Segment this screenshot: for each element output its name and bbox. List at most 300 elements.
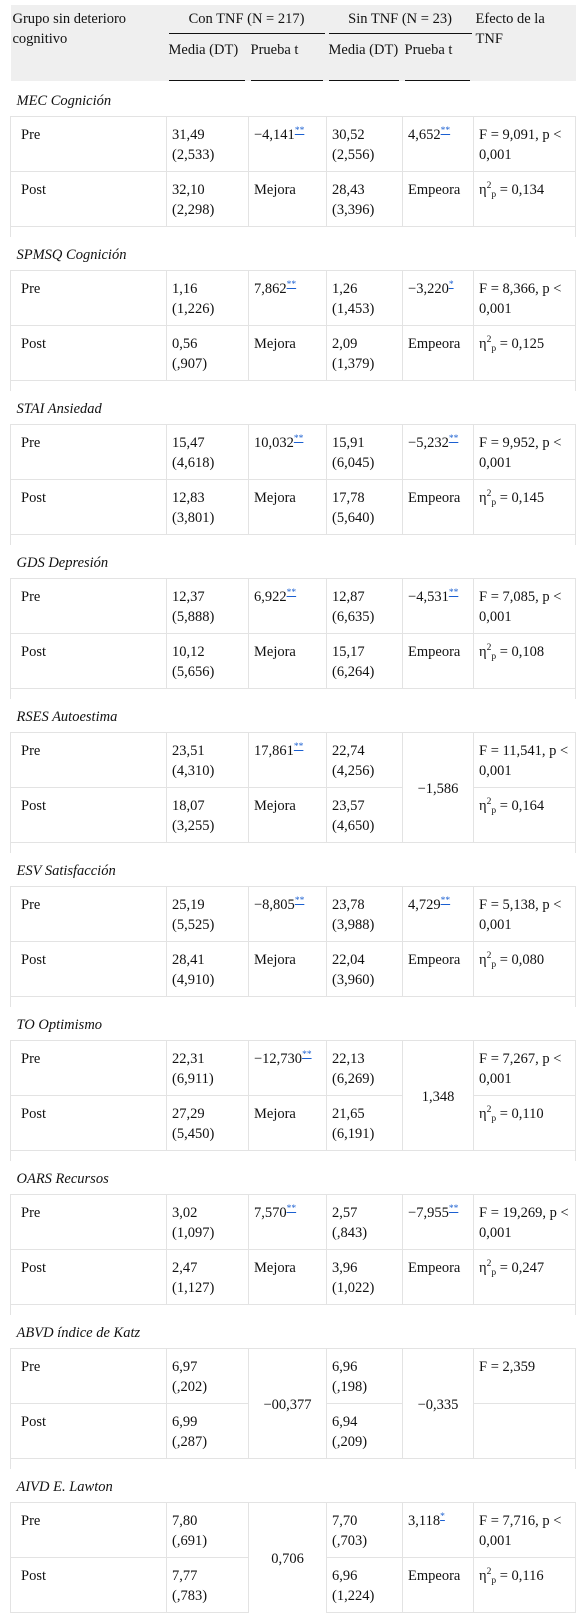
section-spacer [11,535,576,546]
sin-cell [327,1096,403,1151]
sin-t-value: 4,729 [408,897,441,913]
sin-media: 28,43 [332,182,365,198]
sin-t-value: Empeora [408,644,461,660]
sin-cell [327,1041,403,1096]
efecto-cell [474,425,576,480]
spacer-cell [11,227,576,238]
efecto-cell [474,887,576,942]
eta-value: = 0,134 [496,182,545,198]
sin-t-merged: −0,335 [403,1349,474,1459]
sin-dt: (4,256) [332,763,375,779]
sin-t-value: Empeora [408,336,461,352]
significance-marker: ** [286,588,297,598]
sin-cell [327,425,403,480]
sin-dt: (,209) [332,1434,368,1450]
section-row [11,1161,576,1195]
efecto-header: Efecto de la TNF [474,5,576,81]
efecto-cell [474,1404,576,1459]
eta-exponent: 2 [486,1105,492,1115]
f-statistic: F = 9,091, p < 0,001 [479,127,562,163]
sin-media: 22,04 [332,952,365,968]
table-row [11,733,576,788]
row-label: Pre [11,271,167,326]
significance-marker: * [440,1512,445,1522]
con-media: 7,80 [172,1513,198,1529]
efecto-cell [474,117,576,172]
sin-t-cell [403,117,474,172]
section-title: SPMSQ Cognición [16,247,127,263]
sin-t-merged: 1,348 [403,1041,474,1151]
sin-cell [327,1349,403,1404]
con-t-cell [249,942,327,997]
sin-dt: (5,640) [332,510,375,526]
eta-squared [479,336,544,352]
sin-t-cell [403,1195,474,1250]
eta-value: = 0,110 [496,1106,544,1122]
sin-media: 2,09 [332,336,358,352]
con-t-value: Mejora [254,336,296,352]
sin-t-cell [403,942,474,997]
con-t-value: Mejora [254,952,296,968]
table-row [11,942,576,997]
f-statistic: F = 2,359 [479,1359,536,1375]
sin-cell [327,1503,403,1558]
table-row [11,887,576,942]
sin-dt: (6,269) [332,1071,375,1087]
con-dt: (1,226) [172,301,215,317]
f-statistic: F = 19,269, p < 0,001 [479,1205,569,1241]
efecto-cell [474,733,576,788]
con-t-value: 6,922 [254,589,287,605]
sin-tnf-header [327,5,474,34]
significance-marker: ** [293,434,304,444]
con-cell [167,271,249,326]
section-spacer [11,1305,576,1316]
spacer-cell [11,997,576,1008]
section-title: GDS Depresión [16,555,109,571]
table-row [11,172,576,227]
con-dt: (4,310) [172,763,215,779]
sin-t-header-label: Prueba t [405,40,470,81]
sin-media: 21,65 [332,1106,365,1122]
section-row [11,1315,576,1349]
eta-squared [479,1568,544,1584]
con-t-value: 7,862 [254,281,287,297]
eta-exponent: 2 [486,181,492,191]
f-statistic: F = 11,541, p < 0,001 [479,743,569,779]
con-t-value: 10,032 [254,435,294,451]
eta-exponent: 2 [486,1567,492,1577]
sin-media: 17,78 [332,490,365,506]
sin-cell [327,1250,403,1305]
section-title: RSES Autoestima [16,709,118,725]
eta-exponent: 2 [486,643,492,653]
table-row [11,117,576,172]
significance-marker: ** [302,1050,312,1060]
section-row [11,81,576,117]
con-dt: (4,910) [172,972,215,988]
con-t-value: Mejora [254,1106,296,1122]
con-media: 10,12 [172,644,205,660]
sin-media: 12,87 [332,589,365,605]
con-t-cell [249,887,327,942]
con-dt: (5,450) [172,1126,215,1142]
section-spacer [11,1459,576,1470]
sin-media: 22,74 [332,743,365,759]
con-t-cell [249,326,327,381]
efecto-cell [474,172,576,227]
f-statistic: F = 8,366, p < 0,001 [479,281,562,317]
con-t-value: Mejora [254,644,296,660]
eta-subscript: p [491,960,497,970]
eta-exponent: 2 [486,335,492,345]
sin-dt: (,843) [332,1225,368,1241]
table-row [11,634,576,689]
con-media: 0,56 [172,336,198,352]
eta-symbol: η [479,490,487,506]
con-t-merged: −00,377 [249,1349,327,1459]
eta-value: = 0,145 [496,490,545,506]
section-row [11,391,576,425]
con-dt: (3,801) [172,510,215,526]
table-row [11,326,576,381]
row-label: Post [11,634,167,689]
eta-subscript: p [491,190,497,200]
con-cell [167,1558,249,1613]
con-t-cell [249,788,327,843]
con-dt: (5,525) [172,917,215,933]
con-t-cell [249,579,327,634]
significance-marker: ** [448,434,459,444]
sin-cell [327,579,403,634]
sin-cell [327,788,403,843]
section-row [11,1469,576,1503]
eta-squared [479,1106,544,1122]
sin-cell [327,887,403,942]
con-cell [167,1503,249,1558]
eta-squared [479,490,544,506]
row-label: Pre [11,117,167,172]
con-t-cell [249,1041,327,1096]
con-media: 15,47 [172,435,205,451]
sin-t-cell [403,480,474,535]
con-dt: (5,656) [172,664,215,680]
efecto-cell [474,271,576,326]
section-row [11,237,576,271]
con-dt: (1,097) [172,1225,215,1241]
table-row [11,1041,576,1096]
con-t-value: −4,141 [254,127,295,143]
row-label: Post [11,1558,167,1613]
sin-t-header [403,34,474,81]
sin-dt: (3,988) [332,917,375,933]
section-spacer [11,843,576,854]
significance-marker: ** [440,896,451,906]
sin-t-cell [403,326,474,381]
eta-symbol: η [479,1106,487,1122]
con-cell [167,1195,249,1250]
eta-subscript: p [491,652,497,662]
sin-media: 3,96 [332,1260,358,1276]
con-t-value: 17,861 [254,743,294,759]
con-dt: (,783) [172,1588,208,1604]
con-dt: (,691) [172,1533,208,1549]
sin-t-cell [403,634,474,689]
eta-value: = 0,116 [496,1568,544,1584]
con-media: 23,51 [172,743,205,759]
eta-symbol: η [479,336,487,352]
con-cell [167,579,249,634]
eta-subscript: p [491,498,497,508]
eta-value: = 0,247 [496,1260,545,1276]
section-spacer [11,381,576,392]
con-t-cell [249,1096,327,1151]
table-row [11,425,576,480]
con-t-merged: 0,706 [249,1503,327,1613]
efecto-cell [474,1250,576,1305]
row-label: Pre [11,425,167,480]
sin-t-cell [403,887,474,942]
row-label: Post [11,326,167,381]
row-label: Post [11,1096,167,1151]
efecto-cell [474,788,576,843]
efecto-cell [474,1096,576,1151]
eta-squared [479,952,544,968]
con-cell [167,1250,249,1305]
row-label: Pre [11,1041,167,1096]
row-label: Post [11,172,167,227]
con-tnf-header [167,5,327,34]
sin-dt: (2,556) [332,147,375,163]
row-label: Pre [11,1503,167,1558]
sin-cell [327,733,403,788]
con-media: 18,07 [172,798,205,814]
spacer-cell [11,535,576,546]
con-cell [167,942,249,997]
sin-media: 22,13 [332,1051,365,1067]
eta-squared [479,1260,544,1276]
con-t-value: Mejora [254,798,296,814]
con-t-cell [249,1250,327,1305]
eta-symbol: η [479,644,487,660]
con-t-value: Mejora [254,182,296,198]
sin-t-merged: −1,586 [403,733,474,843]
con-media: 3,02 [172,1205,198,1221]
con-media: 27,29 [172,1106,205,1122]
con-dt: (3,255) [172,818,215,834]
row-label: Post [11,480,167,535]
row-label: Pre [11,579,167,634]
sin-dt: (1,022) [332,1280,375,1296]
con-t-value: 7,570 [254,1205,287,1221]
sin-dt: (3,396) [332,202,375,218]
sin-media: 15,17 [332,644,365,660]
sin-dt: (4,650) [332,818,375,834]
sin-t-cell [403,425,474,480]
sin-dt: (,703) [332,1533,368,1549]
eta-value: = 0,164 [496,798,545,814]
sin-t-cell [403,1250,474,1305]
significance-marker: ** [286,1204,297,1214]
row-label: Post [11,1250,167,1305]
con-dt: (1,127) [172,1280,215,1296]
table-row [11,271,576,326]
significance-marker: ** [448,588,459,598]
section-spacer [11,997,576,1008]
con-t-value: Mejora [254,490,296,506]
con-media-header-label: Media (DT) [169,40,245,81]
efecto-cell [474,480,576,535]
table-header [11,5,576,81]
sin-t-cell [403,579,474,634]
con-media: 7,77 [172,1568,198,1584]
section-title: STAI Ansiedad [16,401,102,417]
spacer-cell [11,381,576,392]
table-row [11,1503,576,1558]
con-cell [167,1404,249,1459]
con-media: 28,41 [172,952,205,968]
significance-marker: ** [440,126,451,136]
eta-symbol: η [479,1260,487,1276]
con-t-cell [249,425,327,480]
efecto-cell [474,942,576,997]
con-t-cell [249,117,327,172]
eta-exponent: 2 [486,1259,492,1269]
section-title: OARS Recursos [16,1171,109,1187]
sin-media: 23,57 [332,798,365,814]
spacer-cell [11,1459,576,1470]
sin-cell [327,1195,403,1250]
con-media: 25,19 [172,897,205,913]
con-cell [167,634,249,689]
sin-media: 23,78 [332,897,365,913]
sin-t-value: 4,652 [408,127,441,143]
sin-tnf-header-label: Sin TNF (N = 23) [329,9,472,34]
sin-media: 7,70 [332,1513,358,1529]
con-cell [167,887,249,942]
con-cell [167,480,249,535]
sin-dt: (,198) [332,1379,368,1395]
section-spacer [11,1151,576,1162]
efecto-cell [474,326,576,381]
table-row [11,1096,576,1151]
sin-t-value: −4,531 [408,589,449,605]
sin-media: 2,57 [332,1205,358,1221]
eta-exponent: 2 [486,797,492,807]
con-cell [167,1041,249,1096]
spacer-cell [11,689,576,700]
sin-media: 15,91 [332,435,365,451]
sin-t-value: Empeora [408,1568,461,1584]
con-t-cell [249,733,327,788]
sin-dt: (1,224) [332,1588,375,1604]
table-body [11,81,576,1613]
sin-t-value: −5,232 [408,435,449,451]
con-t-cell [249,271,327,326]
sin-dt: (6,191) [332,1126,375,1142]
con-dt: (,202) [172,1379,208,1395]
sin-cell [327,326,403,381]
significance-marker: ** [293,742,304,752]
sin-cell [327,942,403,997]
f-statistic: F = 9,952, p < 0,001 [479,435,562,471]
spacer-cell [11,1305,576,1316]
con-media: 22,31 [172,1051,205,1067]
sin-dt: (6,264) [332,664,375,680]
eta-value: = 0,080 [496,952,545,968]
sin-media: 6,96 [332,1568,358,1584]
sin-media: 30,52 [332,127,365,143]
con-media: 1,16 [172,281,198,297]
sin-t-cell [403,271,474,326]
sin-cell [327,634,403,689]
eta-squared [479,182,544,198]
con-t-cell [249,634,327,689]
sin-cell [327,271,403,326]
efecto-cell [474,579,576,634]
significance-marker: ** [294,126,305,136]
con-cell [167,326,249,381]
con-cell [167,172,249,227]
con-t-cell [249,1195,327,1250]
sin-cell [327,172,403,227]
row-label: Pre [11,1349,167,1404]
efecto-cell [474,1349,576,1404]
con-dt: (4,618) [172,455,215,471]
row-label: Pre [11,1195,167,1250]
section-title: ESV Satisfacción [16,863,116,879]
efecto-cell [474,634,576,689]
significance-marker: ** [448,1204,459,1214]
con-dt: (5,888) [172,609,215,625]
sin-dt: (6,045) [332,455,375,471]
con-dt: (2,533) [172,147,215,163]
row-label: Post [11,788,167,843]
sin-media-header [327,34,403,81]
con-media-header [167,34,249,81]
con-dt: (6,911) [172,1071,214,1087]
sin-media: 6,94 [332,1414,358,1430]
con-t-value: −12,730 [254,1051,303,1067]
eta-subscript: p [491,1114,497,1124]
con-cell [167,1349,249,1404]
row-label: Pre [11,733,167,788]
sin-t-cell [403,1558,474,1613]
section-title: TO Optimismo [16,1017,103,1033]
section-spacer [11,689,576,700]
section-row [11,545,576,579]
results-table [10,5,576,1613]
significance-marker: * [448,280,454,290]
con-t-header-label: Prueba t [251,40,323,81]
sin-media: 1,26 [332,281,358,297]
eta-value: = 0,108 [496,644,545,660]
con-t-cell [249,480,327,535]
eta-subscript: p [491,344,497,354]
eta-subscript: p [491,1576,497,1586]
con-t-header [249,34,327,81]
sin-t-value: −3,220 [408,281,449,297]
eta-squared [479,798,544,814]
con-media: 31,49 [172,127,205,143]
sin-t-value: Empeora [408,1260,461,1276]
spacer-cell [11,843,576,854]
f-statistic: F = 7,267, p < 0,001 [479,1051,562,1087]
sin-media: 6,96 [332,1359,358,1375]
eta-subscript: p [491,806,497,816]
eta-subscript: p [491,1268,497,1278]
con-t-value: −8,805 [254,897,295,913]
